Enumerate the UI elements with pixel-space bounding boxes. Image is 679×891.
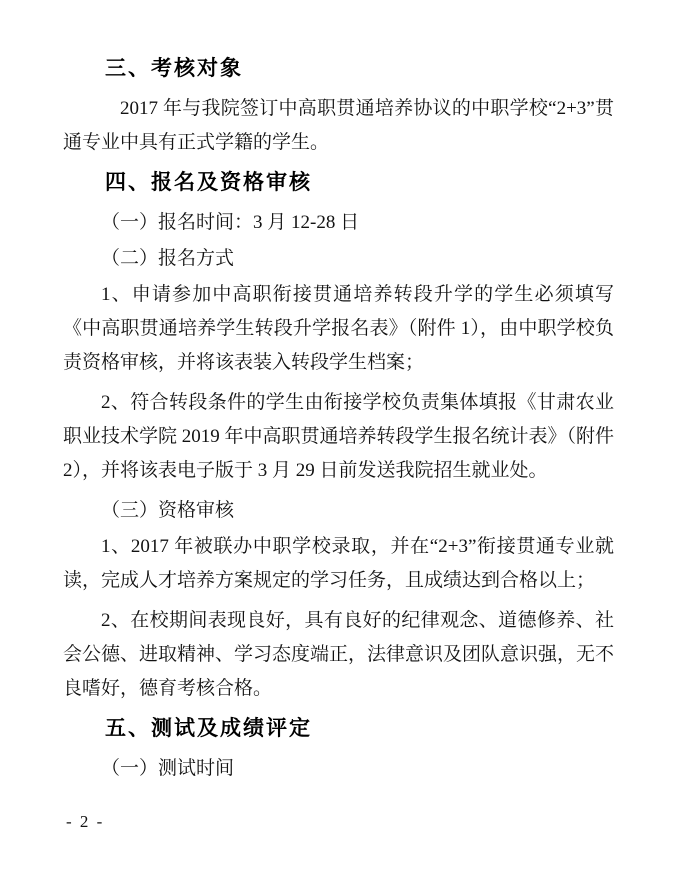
paragraph-assessment-targets: 2017 年与我院签订中高职贯通培养协议的中职学校“2+3”贯通专业中具有正式学籍的学生。 — [63, 98, 614, 153]
page-number: - 2 - — [66, 812, 105, 831]
subheading-registration-time: （一）报名时间：3 月 12-28 日 — [101, 212, 360, 233]
paragraph-qualification-item-2: 2、在校期间表现良好，具有良好的纪律观念、道德修养、社会公德、进取精神、学习态度端正，法律意识及团队意识强，无不良嗜好，德育考核合格。 — [63, 610, 615, 699]
subheading-qualification-review: （三）资格审核 — [101, 500, 235, 521]
paragraph-method-item-1: 1、申请参加中高职衔接贯通培养转段升学的学生必须填写《中高职贯通培养学生转段升学报名表》（附件 1），由中职学校负责资格审核，并将该表装入转段学生档案； — [63, 284, 614, 373]
heading-test-and-grading: 五、测试及成绩评定 — [105, 717, 312, 740]
document-content — [63, 52, 614, 788]
subheading-test-time: （一）测试时间 — [101, 758, 235, 779]
paragraph-method-item-2: 2、符合转段条件的学生由衔接学校负责集体填报《甘肃农业职业技术学院 2019 年中高职贯通培养转段学生报名统计表》（附件 2），并将该表电子版于 3 月 29 日前发送我院招生就业处。 — [63, 392, 615, 481]
subheading-registration-method: （二）报名方式 — [101, 248, 235, 269]
paragraph-qualification-item-1: 1、2017 年被联办中职学校录取，并在“2+3”衔接贯通专业就读，完成人才培养方案规定的学习任务，且成绩达到合格以上； — [63, 536, 614, 591]
heading-registration-review: 四、报名及资格审核 — [105, 171, 312, 194]
heading-assessment-targets: 三、考核对象 — [105, 57, 243, 80]
